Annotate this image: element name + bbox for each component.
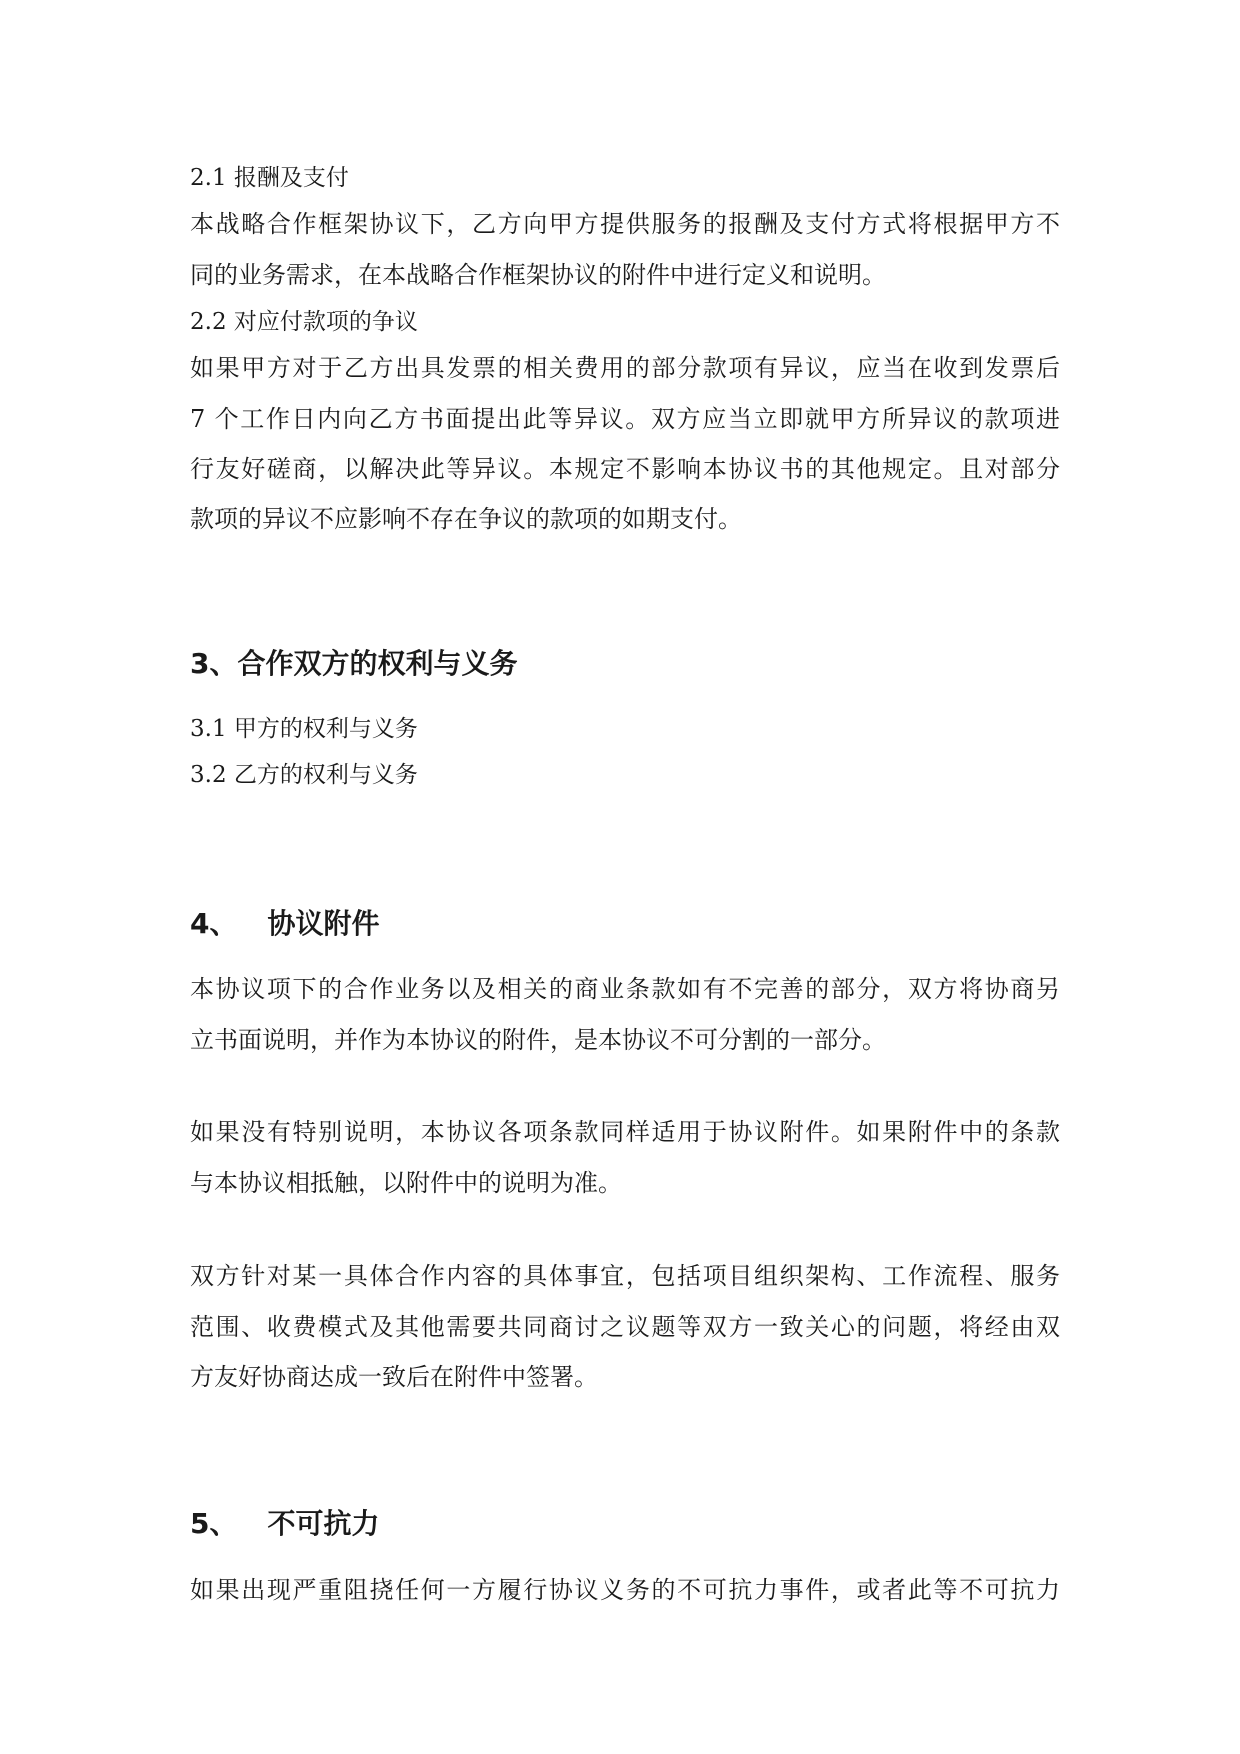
subsection-2-1-title: 2.1 报酬及支付 [190, 165, 349, 191]
paragraph-line: 与本协议相抵触，以附件中的说明为准。 [190, 1169, 622, 1197]
subsection-2-2-title: 2.2 对应付款项的争议 [190, 309, 418, 335]
paragraph-line: 双方针对某一具体合作内容的具体事宜，包括项目组织架构、工作流程、服务 [190, 1262, 1060, 1290]
section-4-title: 协议附件 [267, 907, 380, 940]
paragraph-line: 本协议项下的合作业务以及相关的商业条款如有不完善的部分，双方将协商另 [190, 975, 1060, 1003]
paragraph-line: 本战略合作框架协议下，乙方向甲方提供服务的报酬及支付方式将根据甲方不 [190, 210, 1060, 238]
section-4-heading [190, 904, 380, 944]
subsection-3-1-title: 3.1 甲方的权利与义务 [190, 716, 418, 742]
paragraph-line: 立书面说明，并作为本协议的附件，是本协议不可分割的一部分。 [190, 1026, 886, 1054]
subsection-3-2-title: 3.2 乙方的权利与义务 [190, 762, 418, 788]
paragraph-line: 范围、收费模式及其他需要共同商讨之议题等双方一致关心的问题，将经由双 [190, 1313, 1060, 1341]
section-3-heading: 3、合作双方的权利与义务 [190, 647, 518, 680]
paragraph-line: 同的业务需求，在本战略合作框架协议的附件中进行定义和说明。 [190, 261, 886, 289]
paragraph-line: 7 个工作日内向乙方书面提出此等异议。双方应当立即就甲方所异议的款项进 [190, 405, 1060, 433]
paragraph-line: 如果甲方对于乙方出具发票的相关费用的部分款项有异议，应当在收到发票后 [190, 354, 1060, 382]
paragraph-line: 方友好协商达成一致后在附件中签署。 [190, 1363, 598, 1391]
section-5-number: 5、 [190, 1507, 238, 1540]
paragraph-line: 如果没有特别说明，本协议各项条款同样适用于协议附件。如果附件中的条款 [190, 1118, 1060, 1146]
paragraph-line: 如果出现严重阻挠任何一方履行协议义务的不可抗力事件，或者此等不可抗力 [190, 1576, 1060, 1604]
section-5-title: 不可抗力 [267, 1507, 380, 1540]
section-4-number: 4、 [190, 907, 238, 940]
paragraph-line: 款项的异议不应影响不存在争议的款项的如期支付。 [190, 505, 742, 533]
paragraph-line: 行友好磋商，以解决此等异议。本规定不影响本协议书的其他规定。且对部分 [190, 455, 1060, 483]
section-5-heading [190, 1504, 380, 1544]
